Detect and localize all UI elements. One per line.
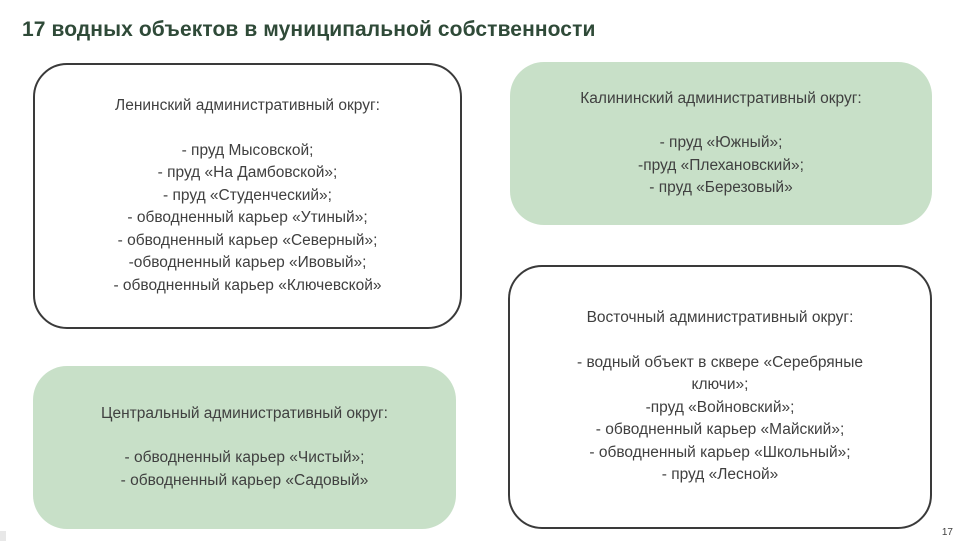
page-number: 17 <box>941 527 953 538</box>
district-heading: Центральный административный округ: <box>101 404 388 422</box>
water-objects-list <box>550 352 890 487</box>
district-heading: Восточный административный округ: <box>586 309 854 327</box>
water-objects-list <box>121 447 369 492</box>
kalininsky-district-box <box>510 62 932 225</box>
list-item: - обводненный карьер «Северный»; <box>117 231 378 249</box>
district-heading: Калининский административный округ: <box>580 89 862 107</box>
water-objects-list <box>638 132 804 200</box>
list-item: - пруд «Южный»; <box>659 134 783 151</box>
list-item: - водный объект в сквере «Серебряные ключи»; <box>576 353 863 394</box>
water-objects-list <box>113 140 381 298</box>
slide-title: 17 водных объектов в муниципальной собственности <box>22 18 596 41</box>
list-item: - обводненный карьер «Ключевской» <box>113 276 382 294</box>
list-item: - пруд Мысовской; <box>181 141 314 159</box>
list-item: -пруд «Плехановский»; <box>638 156 804 174</box>
leninsky-district-box <box>33 63 462 329</box>
list-item: - обводненный карьер «Утиный»; <box>127 209 368 226</box>
list-item: - пруд «Березовый» <box>649 179 793 196</box>
list-item: - обводненный карьер «Садовый» <box>120 471 369 489</box>
list-item: - обводненный карьер «Чистый»; <box>124 449 365 467</box>
corner-marker <box>0 531 6 541</box>
list-item: - пруд «Лесной» <box>661 466 779 484</box>
list-item: - пруд «Студенческий»; <box>163 186 332 204</box>
list-item: -пруд «Войновский»; <box>645 398 795 416</box>
list-item: - пруд «На Дамбовской»; <box>157 164 338 181</box>
list-item: -обводненный карьер «Ивовый»; <box>128 254 367 271</box>
vostochny-district-box <box>508 265 932 529</box>
list-item: - обводненный карьер «Майский»; <box>595 421 845 439</box>
centralny-district-box <box>33 366 456 529</box>
list-item: - обводненный карьер «Школьный»; <box>589 443 851 461</box>
district-heading: Ленинский административный округ: <box>115 97 380 114</box>
